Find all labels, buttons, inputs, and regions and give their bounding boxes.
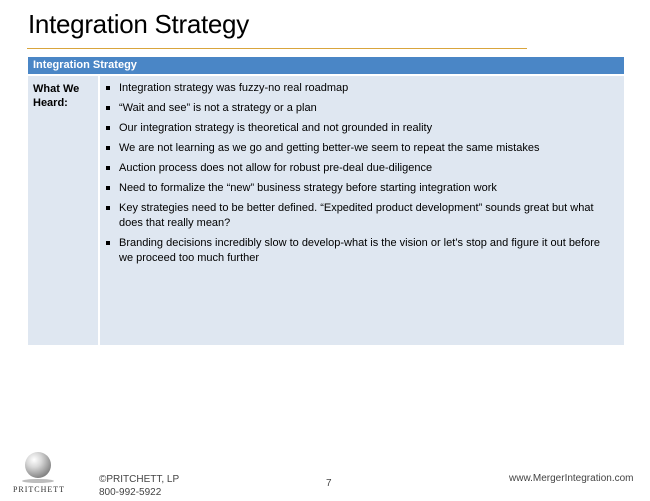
bullet-item [105,181,616,196]
globe-icon [25,452,51,478]
pritchett-logo [12,452,66,498]
bullet-square-icon [106,166,110,170]
footer-phone: 800-992-5922 [99,487,162,498]
bullet-text: Need to formalize the “new” business strategy before starting integration work [119,182,497,194]
bullet-square-icon [106,241,110,245]
bullet-square-icon [106,206,110,210]
footer-copyright: ©PRITCHETT, LP [99,474,180,485]
footer-website: www.MergerIntegration.com [509,473,634,484]
bullet-item [105,236,616,266]
bullet-square-icon [106,146,110,150]
bullet-text: Branding decisions incredibly slow to develop-what is the vision or let’s stop and figure it out before we proceed too much further [119,237,601,264]
bullet-item [105,201,616,231]
slide-title: Integration Strategy [28,9,249,39]
bullet-list [105,81,616,266]
bullet-square-icon [106,126,110,130]
bullet-text: Our integration strategy is theoretical and not grounded in reality [119,122,433,134]
bullet-text: “Wait and see” is not a strategy or a plan [119,102,317,114]
bullet-item [105,121,616,136]
bullet-item [105,101,616,116]
row-content [100,76,624,345]
bullet-item [105,81,616,96]
row-label-line1: What We [33,83,80,95]
globe-shadow [22,479,54,483]
table-header: Integration Strategy [28,57,624,74]
bullet-square-icon [106,186,110,190]
bullet-square-icon [106,106,110,110]
title-divider [27,48,527,49]
bullet-square-icon [106,86,110,90]
footer-contact [99,473,179,499]
bullet-item [105,141,616,156]
bullet-text: Auction process does not allow for robust pre-deal due-diligence [119,162,433,174]
logo-wordmark: PRITCHETT [12,485,66,494]
bullet-text: Key strategies need to be better defined. “Expedited product development” sounds great but what does that really mean? [119,202,594,229]
page-number: 7 [326,478,332,489]
bullet-text: We are not learning as we go and getting better-we seem to repeat the same mistakes [119,142,540,154]
bullet-text: Integration strategy was fuzzy-no real roadmap [119,82,349,94]
content-table [28,57,624,345]
row-label [28,76,98,345]
bullet-item [105,161,616,176]
row-label-line2: Heard: [33,97,68,109]
